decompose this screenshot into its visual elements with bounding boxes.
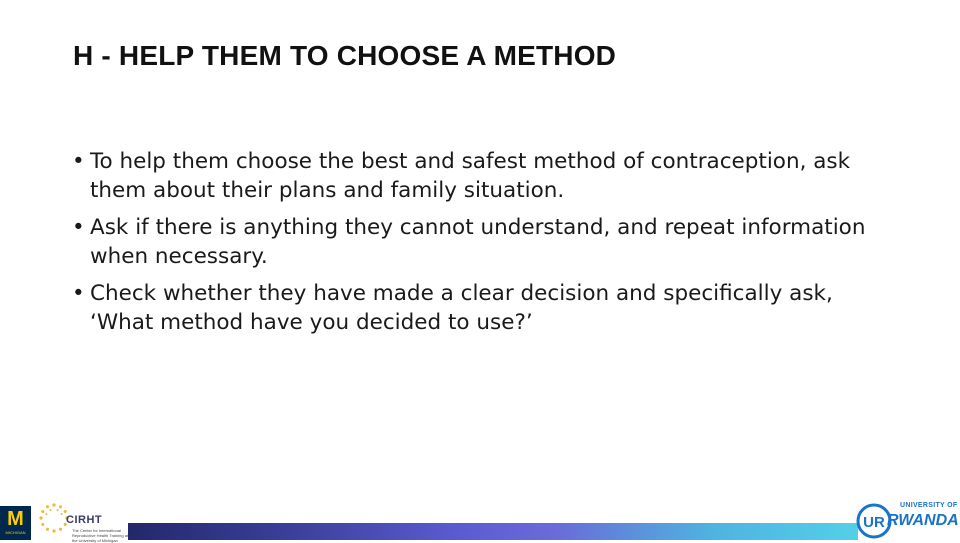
bullet-item [72,213,902,271]
bullet-text: To help them choose the best and safest method of contraception, ask them about their plans and family situation. [90,149,851,203]
ur-mark: UR [863,514,885,531]
bullet-text: Check whether they have made a clear decision and specifically ask, ‘What method have you decided to use?’ [90,281,833,335]
slide-title: H - HELP THEM TO CHOOSE A METHOD [73,40,617,71]
bullet-marker: • [72,215,85,240]
bullet-marker: • [72,149,85,174]
umich-letter: M [7,508,24,530]
ur-top-text: UNIVERSITY OF [900,502,958,509]
bullet-marker: • [72,281,85,306]
bullet-list [72,147,902,345]
bullet-item [72,147,902,205]
footer-gradient-bar [128,523,858,540]
university-of-rwanda-logo [856,498,960,540]
university-of-michigan-logo [0,506,31,540]
bullet-item [72,279,902,337]
umich-subtext: MICHIGAN [5,530,26,535]
footer [0,496,960,543]
ur-main-text: RWANDA [887,512,959,529]
cirht-tagline: The Center for International Reproductive Health Training at the University of Michigan [72,528,129,543]
bullet-text: Ask if there is anything they cannot understand, and repeat information when necessary. [90,215,866,269]
cirht-name: CIRHT [66,514,103,526]
cirht-logo [38,502,130,543]
